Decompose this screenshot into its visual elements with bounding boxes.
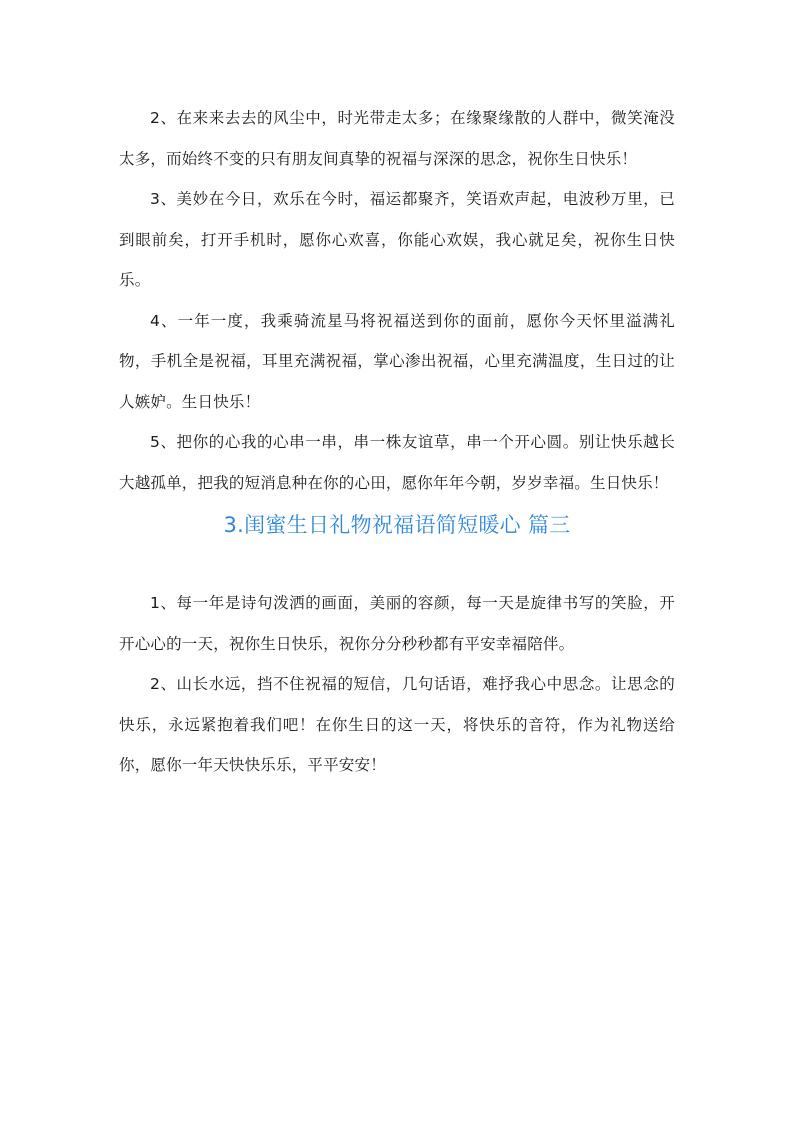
paragraph-wish-5: 5、把你的心我的心串一串，串一株友谊草，串一个开心圆。别让快乐越长大越孤单，把我的短消息种在你的心田，愿你年年今朝，岁岁幸福。生日快乐！ [119,433,675,492]
document-content [119,98,675,786]
paragraph-wish-4: 4、一年一度，我乘骑流星马将祝福送到你的面前，愿你今天怀里溢满礼物，手机全是祝福，耳里充满祝福，掌心渗出祝福，心里充满温度，生日过的让人嫉妒。生日快乐！ [119,311,675,411]
paragraph-wish-2: 2、在来来去去的风尘中，时光带走太多；在缘聚缘散的人群中，微笑淹没太多，而始终不变的只有朋友间真挚的祝福与深深的思念，祝你生日快乐！ [119,109,675,168]
paragraph-wish-3: 3、美妙在今日，欢乐在今时，福运都聚齐，笑语欢声起，电波秒万里，已到眼前矣，打开手机时，愿你心欢喜，你能心欢娱，我心就足矣，祝你生日快乐。 [119,190,675,289]
section-heading: 3.闺蜜生日礼物祝福语简短暖心 篇三 [223,513,571,537]
paragraph-section3-wish-1: 1、每一年是诗句泼洒的画面，美丽的容颜，每一天是旋律书写的笑脸，开开心心的一天，祝你生日快乐，祝你分分秒秒都有平安幸福陪伴。 [119,594,675,653]
section-spacer [119,547,675,583]
paragraph-section3-wish-2: 2、山长水远，挡不住祝福的短信，几句话语，难抒我心中思念。让思念的快乐，永远紧抱着我们吧！在你生日的这一天，将快乐的音符，作为礼物送给你，愿你一年天快快乐乐，平平安安！ [119,675,675,774]
